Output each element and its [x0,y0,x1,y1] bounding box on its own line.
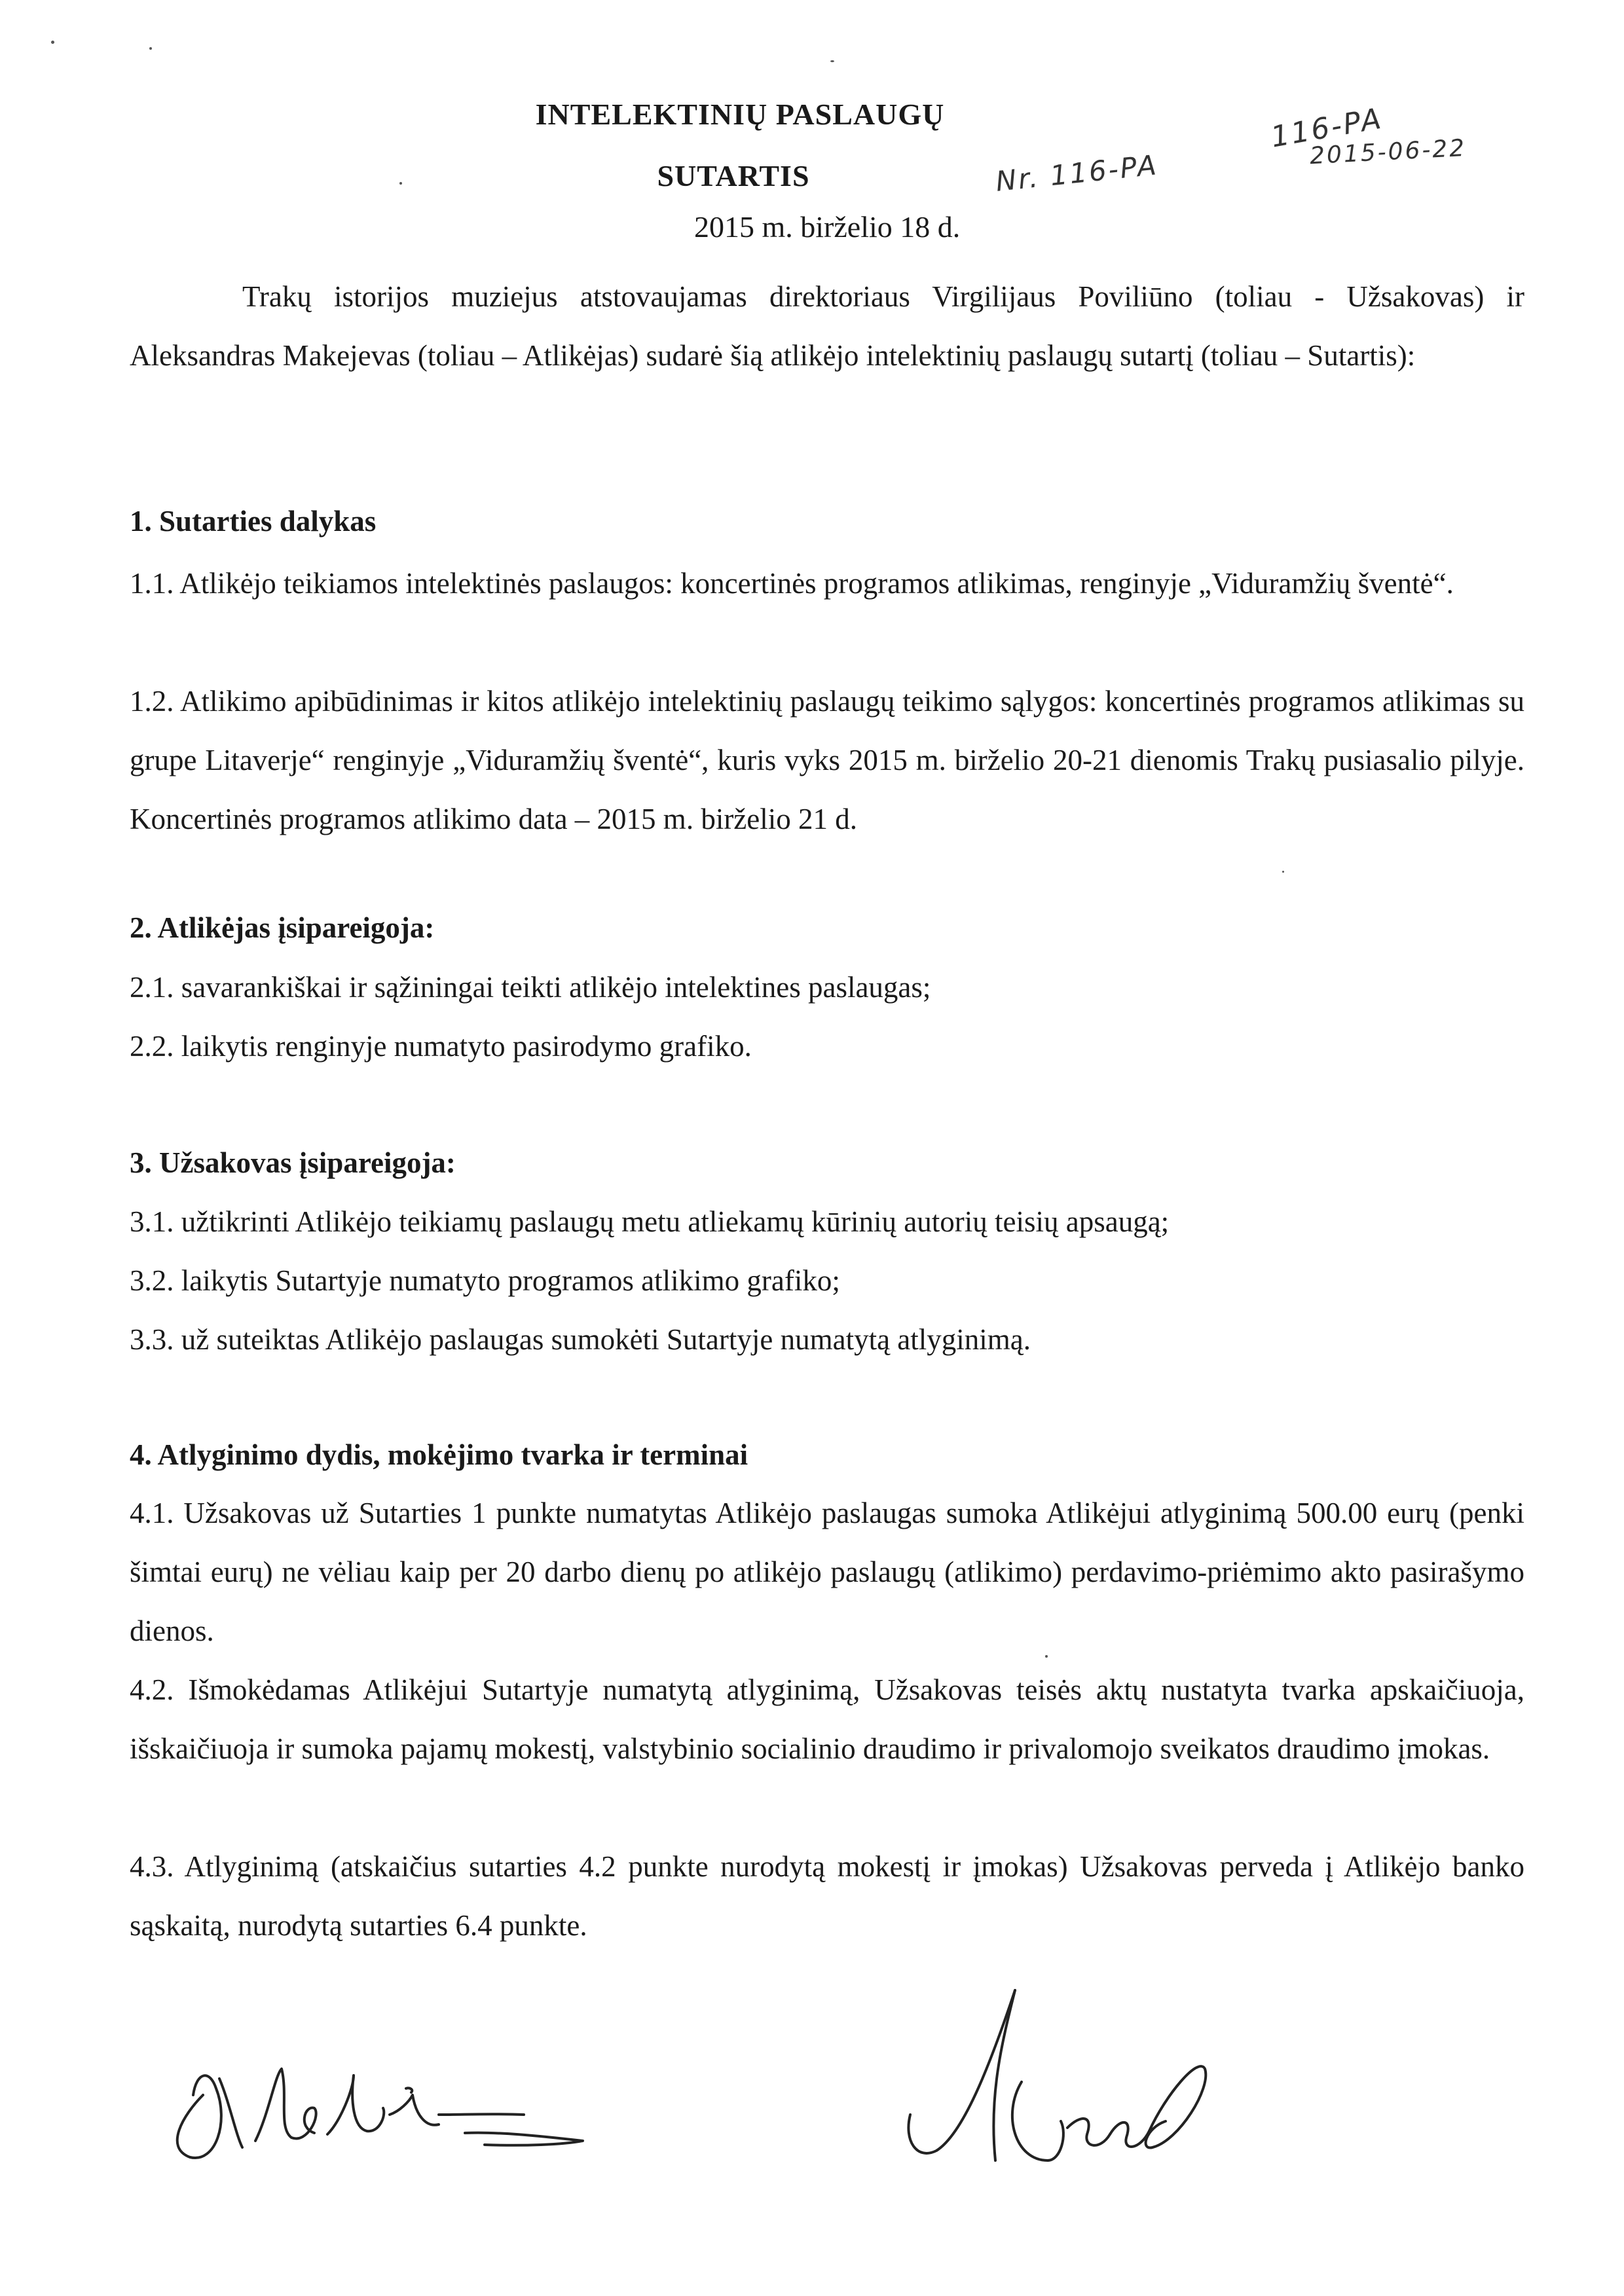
handwritten-reg-date: 2015-06-22 [1309,134,1467,170]
section-heading: 3. Užsakovas įsipareigoja: [130,1146,456,1179]
section-heading: 2. Atlikėjas įsipareigoja: [130,911,435,944]
clause-4-3: 4.3. Atlyginimą (atskaičius sutarties 4.2 punkte nurodytą mokestį ir įmokas) Užsakovas perveda į Atlikėjo banko sąskaitą, nurodytą sutarties 6.4 punkte. [130,1850,1524,1942]
signature-performer [891,1964,1231,2180]
scan-speck [51,41,54,44]
clause-3-3: 3.3. už suteiktas Atlikėjo paslaugas sumokėti Sutartyje numatytą atlyginimą. [130,1323,1031,1356]
scan-speck [149,47,152,50]
clause-4-1: 4.1. Užsakovas už Sutarties 1 punkte numatytas Atlikėjo paslaugas sumoka Atlikėjui atlyginimą 500.00 eurų (penki šimtai eurų) ne vėliau kaip per 20 darbo dienų po atlikėjo paslaugų (atlikimo) perdavimo-priėmimo akto pasirašymo dienos. [130,1497,1524,1647]
handwritten-contract-number: Nr. 116-PA [994,149,1160,198]
scan-speck [1282,871,1284,873]
signature-customer [157,2016,602,2187]
handwritten-reg-number: 116-PA [1268,101,1386,155]
contract-title: INTELEKTINIŲ PASLAUGŲ [535,98,945,131]
contract-subtitle: SUTARTIS [657,159,810,192]
clause-2-2: 2.2. laikytis renginyje numatyto pasirodymo grafiko. [130,1030,752,1063]
section-heading: 4. Atlyginimo dydis, mokėjimo tvarka ir terminai [130,1438,748,1471]
section-heading: 1. Sutarties dalykas [130,505,377,538]
clause-4-2: 4.2. Išmokėdamas Atlikėjui Sutartyje numatytą atlyginimą, Užsakovas teisės aktų nustatyta tvarka apskaičiuoja, išskaičiuoja ir sumoka pajamų mokestį, valstybinio socialinio draudimo ir privalomojo sveikatos draudimo įmokas. [130,1673,1524,1765]
contract-date: 2015 m. birželio 18 d. [694,210,961,244]
clause-3-1: 3.1. užtikrinti Atlikėjo teikiamų paslaugų metu atliekamų kūrinių autorių teisių apsaugą; [130,1205,1170,1238]
clause-1-1: 1.1. Atlikėjo teikiamos intelektinės paslaugos: koncertinės programos atlikimas, renginyje „Viduramžių šventė“. [130,567,1454,600]
clause-1-2: 1.2. Atlikimo apibūdinimas ir kitos atlikėjo intelektinių paslaugų teikimo sąlygos: koncertinės programos atlikimas su grupe Litaverje“ renginyje „Viduramžių šventė“, kuris vyks 2015 m. birželio 20-21 dienomis Trakų pusiasalio pilyje. Koncertinės programos atlikimo data – 2015 m. birželio 21 d. [130,685,1524,835]
clause-2-1: 2.1. savarankiškai ir sąžiningai teikti atlikėjo intelektines paslaugas; [130,971,931,1004]
intro-paragraph: Trakų istorijos muziejus atstovaujamas direktoriaus Virgilijaus Poviliūno (toliau - Užsakovas) ir Aleksandras Makejevas (toliau – Atlikėjas) sudarė šią atlikėjo intelektinių paslaugų sutartį (toliau – Sutartis): [130,280,1524,372]
scan-speck [830,60,834,62]
clause-3-2: 3.2. laikytis Sutartyje numatyto programos atlikimo grafiko; [130,1264,840,1297]
